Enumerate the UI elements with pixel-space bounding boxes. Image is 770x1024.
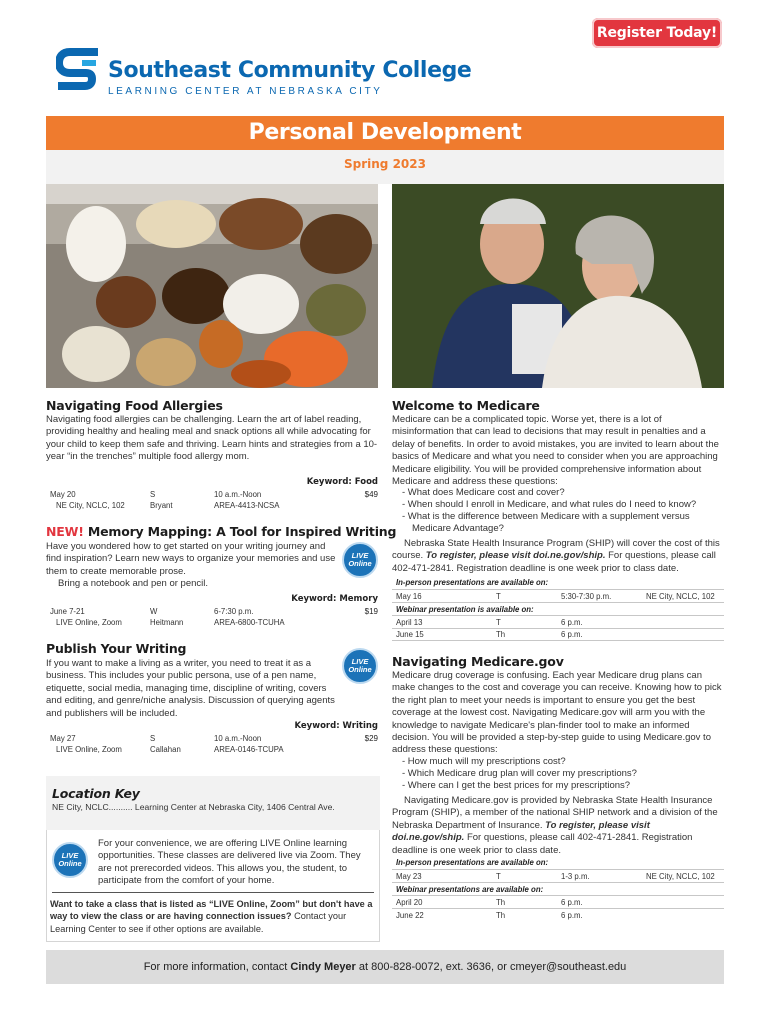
term-label: Spring 2023 [46,150,724,184]
food-allergies-description: Navigating food allergies can be challenging. Learn the art of label reading, providing healthy and healing meal and snack options all while advocating for your child to keep them safe and thriving. Learn hints and strategies from a 10-year “in the trenches” multiple food allergy mom. [46,414,378,463]
live-badge-line2: Online [348,665,372,674]
medicare-webinar-day-1: T [496,618,501,627]
learning-center-name: LEARNING CENTER AT NEBRASKA CITY [108,86,383,97]
food-day: S [150,490,156,499]
medicare-ship-text: Nebraska State Health Insurance Program (SHIP) will cover the cost of this course. [392,538,720,562]
publish-instructor: Callahan [150,745,181,754]
food-price: $49 [364,490,378,499]
medicare-gov-webinar-day-2: Th [496,911,506,920]
medicare-deadline-text: For questions, please call 402-471-2841. Registration deadline is one week prior to class date. [392,550,716,574]
publish-price: $29 [364,734,378,743]
live-badge-line1: LIVE [61,851,79,860]
medicare-webinar-heading: Webinar presentation is available on: [396,605,534,614]
medicare-gov-webinar-date-1: April 20 [396,898,423,907]
medicare-gov-ship-text: Navigating Medicare.gov is provided by Nebraska State Health Insurance Program (SHIP), a member of the national SHIP network and a division of the Nebraska Department of Insurance. [392,795,718,831]
live-online-description: For your convenience, we are offering LIVE Online learning opportunities. These classes are delivered live via Zoom. They are not prerecorded videos. This allows you, the student, to participate from the comfort of your home. [98,838,361,887]
food-location: NE City, NCLC, 102 [56,501,125,510]
memory-price: $19 [364,607,378,616]
memory-mapping-description: Have you wondered how to get started on your writing journey and find inspiration? Learn new ways to organize your memories and use them to create memorable prose. [46,541,336,577]
food-keyword: Keyword: Food [306,477,378,487]
memory-keyword: Keyword: Memory [291,594,378,604]
medicare-registration-info [392,538,724,575]
memory-day: W [150,607,158,616]
couple-photo [392,184,724,388]
college-name: Southeast Community College [108,58,472,83]
food-allergy-photo [46,184,378,388]
navigating-medicare-gov-description: Medicare drug coverage is confusing. Each year Medicare drug plans can make changes to the cost and coverage you can receive. Knowing how to pick the right plan to meet your needs is important to ensure you get the best coverage at the lowest cost. Navigating Medicare.gov will arm you with the knowledge to navigate Medicare's plan-finder tool to make an informed decision. You will be provided a step-by-step guide to using Medicare.gov to address these questions: [392,670,722,756]
medicare-gov-inperson-heading: In-person presentations are available on: [396,858,549,867]
food-date: May 20 [50,490,76,499]
memory-mapping-note: Bring a notebook and pen or pencil. [58,578,208,589]
medicare-gov-webinar-time-2: 6 p.m. [561,911,583,920]
memory-instructor: Heitmann [150,618,184,627]
memory-course-code: AREA-6800-TCUHA [214,618,285,627]
table-divider [392,640,724,641]
divider [52,892,374,893]
memory-location: LIVE Online, Zoom [56,618,122,627]
table-divider [392,602,724,603]
welcome-medicare-title: Welcome to Medicare [392,398,540,413]
medicare-webinar-day-2: Th [496,630,506,639]
medicare-webinar-time-1: 6 p.m. [561,618,583,627]
memory-mapping-title [46,524,396,539]
medicare-inperson-date: May 16 [396,592,422,601]
medicare-inperson-heading: In-person presentations are available on: [396,578,549,587]
live-online-contact: Contact your Learning Center to see if other options are available. [50,911,347,934]
table-divider [392,908,724,909]
food-course-code: AREA-4413-NCSA [214,501,280,510]
medicare-gov-register-link[interactable]: To register, please visit doi.ne.gov/ship. [392,819,650,844]
medicare-question-1: - What does Medicare cost and cover? [402,487,565,498]
live-online-icon [52,842,88,878]
publish-writing-description: If you want to make a living as a writer, you need to treat it as a business. This includes your public persona, use of a pen name, etiquette, social media, managing time, discipline of writing, covers and editing, and genre/niche analysis. Discussion of querying agents and publishers will be included. [46,658,335,719]
memory-time: 6-7:30 p.m. [214,607,254,616]
table-divider [392,882,724,883]
location-key-entry: NE City, NCLC.......... Learning Center at Nebraska City, 1406 Central Ave. [52,802,335,812]
publish-keyword: Keyword: Writing [294,721,378,731]
medicare-gov-question-1: - How much will my prescriptions cost? [402,756,566,767]
medicare-gov-registration-info [392,795,724,857]
live-online-icon [342,648,378,684]
food-instructor: Bryant [150,501,173,510]
publish-writing-title: Publish Your Writing [46,641,187,656]
medicare-gov-inperson-date: May 23 [396,872,422,881]
memory-date: June 7-21 [50,607,85,616]
table-divider [392,628,724,629]
live-online-icon [342,542,378,578]
navigating-medicare-gov-title: Navigating Medicare.gov [392,654,564,669]
medicare-question-2: - When should I enroll in Medicare, and what rules do I need to know? [402,499,697,510]
medicare-gov-webinar-date-2: June 22 [396,911,424,920]
live-badge-line1: LIVE [351,657,369,666]
medicare-gov-question-2: - Which Medicare drug plan will cover my prescriptions? [402,768,637,779]
medicare-gov-question-3: - Where can I get the best prices for my prescriptions? [402,780,631,791]
medicare-inperson-day: T [496,592,501,601]
memory-mapping-title-text: Memory Mapping: A Tool for Inspired Writing [87,524,397,539]
page-title: Personal Development [46,116,724,150]
medicare-webinar-date-1: April 13 [396,618,423,627]
medicare-gov-webinar-time-1: 6 p.m. [561,898,583,907]
live-badge-line1: LIVE [351,551,369,560]
new-badge: NEW! [46,524,84,539]
food-allergies-title: Navigating Food Allergies [46,398,223,413]
publish-course-code: AREA-0146-TCUPA [214,745,284,754]
live-online-help [50,898,376,935]
publish-day: S [150,734,156,743]
medicare-register-link[interactable]: To register, please visit doi.ne.gov/ship. [425,550,606,562]
footer-prefix: For more information, contact [143,961,288,973]
footer-contact-name: Cindy Meyer [290,961,356,973]
live-badge-line2: Online [58,859,82,868]
medicare-gov-inperson-location: NE City, NCLC, 102 [646,872,715,881]
table-divider [392,615,724,616]
location-key-title: Location Key [52,786,140,801]
table-divider [392,895,724,896]
welcome-medicare-description: Medicare can be a complicated topic. Worse yet, there is a lot of misinformation that can lead to decisions that may result in penalties and a delay of benefits. In order to avoid mistakes, you are invited to learn about the basics of Medicare and what you need to consider when you are approaching Medicare eligibility. You will be provided comprehensive information about Medicare and address these questions: [392,414,719,488]
medicare-question-3-cont: Medicare Advantage? [412,523,504,534]
food-time: 10 a.m.-Noon [214,490,262,499]
publish-date: May 27 [50,734,76,743]
table-divider [392,589,724,590]
scc-logo-icon [56,46,102,96]
medicare-gov-inperson-day: T [496,872,501,881]
medicare-gov-webinar-heading: Webinar presentations are available on: [396,885,544,894]
publish-location: LIVE Online, Zoom [56,745,122,754]
medicare-inperson-location: NE City, NCLC, 102 [646,592,715,601]
footer-contact-details[interactable]: at 800-828-0072, ext. 3636, or cmeyer@southeast.edu [358,961,627,973]
publish-time: 10 a.m.-Noon [214,734,262,743]
live-badge-line2: Online [348,559,372,568]
medicare-webinar-time-2: 6 p.m. [561,630,583,639]
medicare-gov-webinar-day-1: Th [496,898,506,907]
medicare-webinar-date-2: June 15 [396,630,424,639]
medicare-gov-deadline-text: For questions, please call 402-471-2841. Registration deadline is one week prior to class date. [392,832,693,856]
medicare-inperson-time: 5:30-7:30 p.m. [561,592,612,601]
contact-footer [46,950,724,984]
register-today-button[interactable]: Register Today! [592,18,722,48]
table-divider [392,869,724,870]
live-online-question: Want to take a class that is listed as “LIVE Online, Zoom” but don't have a way to view the class or are having connection issues? [50,899,373,922]
medicare-question-3: - What is the difference between Medicare with a supplement versus [402,511,690,522]
medicare-gov-inperson-time: 1-3 p.m. [561,872,590,881]
